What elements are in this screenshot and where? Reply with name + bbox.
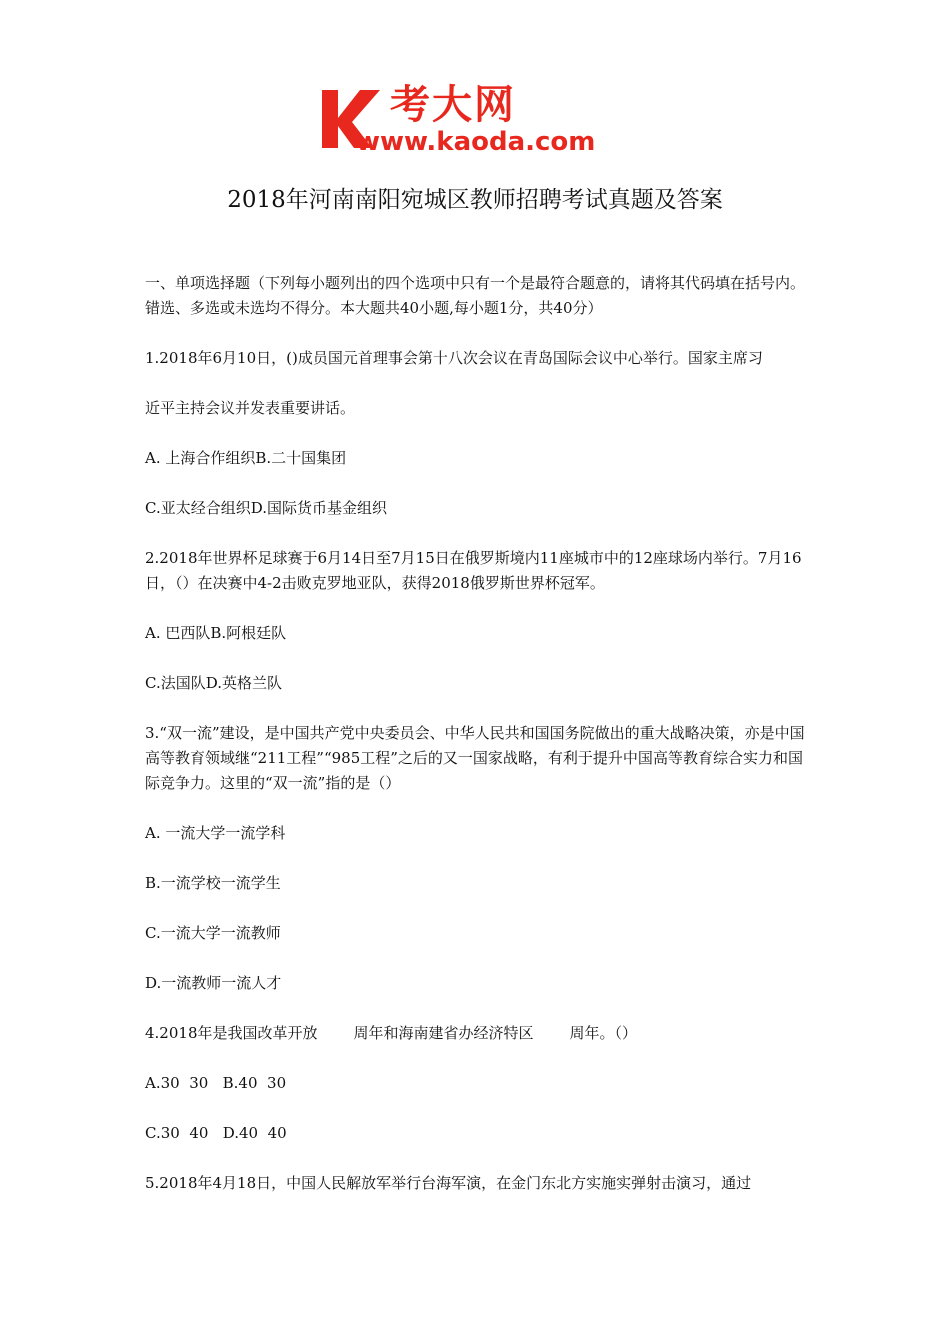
q3-option-c: C.一流大学一流教师 (145, 924, 281, 942)
q4-options-cd: C.30 40 D.40 40 (145, 1124, 287, 1142)
q3-option-d: D.一流教师一流人才 (145, 974, 282, 992)
section-heading: 一、单项选择题（下列每小题列出的四个选项中只有一个是最符合题意的，请将其代码填在括号内。错选、多选或未选均不得分。本大题共40小题,每小题1分，共40分） (145, 274, 806, 317)
q1-stem-part1: 1.2018年6月10日，()成员国元首理事会第十八次会议在青岛国际会议中心举行。国家主席习 (145, 349, 763, 367)
q1-stem-part2: 近平主持会议并发表重要讲话。 (145, 399, 356, 417)
q3-stem: 3.“双一流”建设，是中国共产党中央委员会、中华人民共和国国务院做出的重大战略决策，亦是中国高等教育领域继“211工程”“985工程”之后的又一国家战略，有利于提升中国高等教育综合实力和国际竞争力。这里的“双一流”指的是（） (145, 724, 805, 792)
kaoda-logo (318, 82, 638, 158)
logo-url-text: www.kaoda.com (356, 127, 596, 157)
logo-chinese-text: 考大网 (390, 82, 516, 128)
q1-options-cd: C.亚太经合组织D.国际货币基金组织 (145, 499, 387, 517)
q5-stem: 5.2018年4月18日，中国人民解放军举行台海军演，在金门东北方实施实弹射击演习，通过 (145, 1174, 752, 1192)
q2-options-cd: C.法国队D.英格兰队 (145, 674, 282, 692)
q3-option-a: A. 一流大学一流学科 (145, 824, 286, 842)
q4-stem-part1: 4.2018年是我国改革开放 (145, 1024, 318, 1042)
q4-options-ab: A.30 30 B.40 30 (145, 1074, 287, 1092)
q2-stem: 2.2018年世界杯足球赛于6月14日至7月15日在俄罗斯境内11座城市中的12座球场内举行。7月16日，（）在决赛中4-2击败克罗地亚队，获得2018俄罗斯世界杯冠军。 (145, 549, 802, 592)
q2-options-ab: A. 巴西队B.阿根廷队 (145, 624, 287, 642)
document-title: 2018年河南南阳宛城区教师招聘考试真题及答案 (227, 187, 723, 213)
document-body (145, 271, 811, 1221)
q1-options-ab: A. 上海合作组织B.二十国集团 (145, 449, 347, 467)
q4-stem (145, 1021, 811, 1046)
q3-option-b: B.一流学校一流学生 (145, 874, 281, 892)
q4-stem-part3: 周年。（） (569, 1024, 638, 1042)
q4-stem-part2: 周年和海南建省办经济特区 (353, 1024, 534, 1042)
